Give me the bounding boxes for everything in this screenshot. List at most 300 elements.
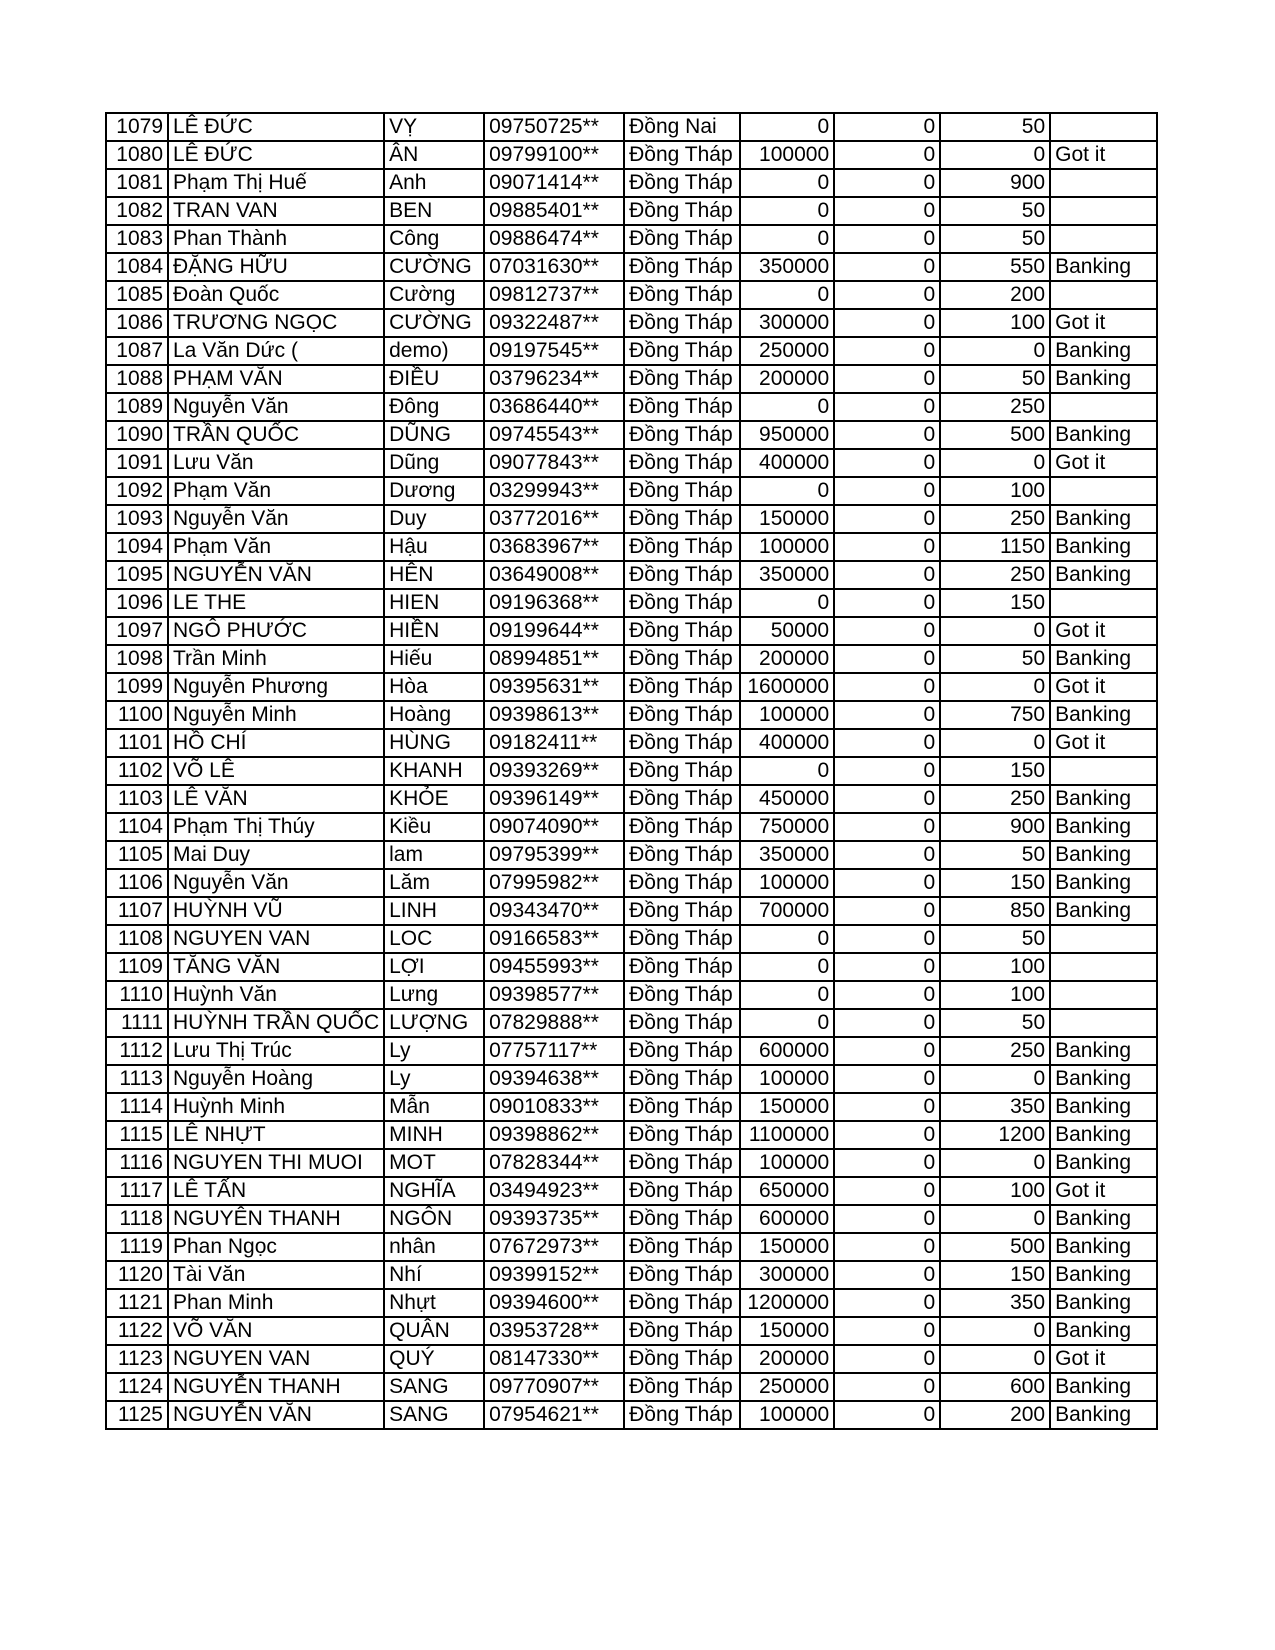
cell-zero: 0 [834,1205,940,1233]
cell-zero: 0 [834,1177,940,1205]
cell-ho-dem: PHẠM VĂN [168,365,384,393]
cell-province: Đồng Tháp [624,561,740,589]
cell-ho-dem: LÊ NHỰT [168,1121,384,1149]
cell-amount: 600000 [740,1205,834,1233]
table-row [106,393,1157,421]
cell-points: 100 [940,953,1050,981]
cell-zero: 0 [834,533,940,561]
cell-id: 1122 [106,1317,168,1345]
cell-amount: 0 [740,225,834,253]
table-row [106,561,1157,589]
cell-id: 1099 [106,673,168,701]
cell-amount: 750000 [740,813,834,841]
cell-phone: 09197545** [484,337,624,365]
cell-phone: 09398577** [484,981,624,1009]
cell-ten: VỴ [384,113,484,141]
cell-ho-dem: Nguyễn Văn [168,393,384,421]
table-row [106,589,1157,617]
cell-points: 150 [940,589,1050,617]
cell-id: 1083 [106,225,168,253]
cell-ten: Hòa [384,673,484,701]
cell-amount: 300000 [740,1261,834,1289]
cell-method: Banking [1050,1121,1157,1149]
cell-id: 1118 [106,1205,168,1233]
cell-province: Đồng Tháp [624,673,740,701]
cell-phone: 07031630** [484,253,624,281]
cell-ten: DŨNG [384,421,484,449]
cell-province: Đồng Tháp [624,281,740,309]
cell-ten: lam [384,841,484,869]
cell-province: Đồng Tháp [624,449,740,477]
cell-id: 1100 [106,701,168,729]
cell-province: Đồng Tháp [624,1037,740,1065]
cell-id: 1096 [106,589,168,617]
cell-method: Banking [1050,785,1157,813]
cell-zero: 0 [834,1037,940,1065]
cell-method: Banking [1050,869,1157,897]
table-row [106,1289,1157,1317]
cell-amount: 0 [740,1009,834,1037]
cell-amount: 400000 [740,449,834,477]
table-row [106,785,1157,813]
cell-ten: BEN [384,197,484,225]
cell-ten: Anh [384,169,484,197]
cell-amount: 700000 [740,897,834,925]
table-row [106,953,1157,981]
cell-id: 1114 [106,1093,168,1121]
table-row [106,225,1157,253]
cell-points: 0 [940,617,1050,645]
cell-ten: Mẫn [384,1093,484,1121]
cell-method: Banking [1050,1149,1157,1177]
cell-province: Đồng Tháp [624,1289,740,1317]
table-row [106,1345,1157,1373]
cell-province: Đồng Tháp [624,1233,740,1261]
cell-ho-dem: Nguyễn Phương [168,673,384,701]
cell-method: Got it [1050,617,1157,645]
cell-ho-dem: Phan Ngọc [168,1233,384,1261]
cell-method [1050,589,1157,617]
cell-province: Đồng Tháp [624,225,740,253]
cell-phone: 09750725** [484,113,624,141]
cell-zero: 0 [834,197,940,225]
cell-zero: 0 [834,393,940,421]
cell-ho-dem: TRƯƠNG NGỌC [168,309,384,337]
cell-id: 1089 [106,393,168,421]
cell-ho-dem: Phạm Thị Huế [168,169,384,197]
cell-ten: ĐIỀU [384,365,484,393]
cell-method: Banking [1050,253,1157,281]
cell-province: Đồng Tháp [624,1093,740,1121]
cell-points: 0 [940,1345,1050,1373]
cell-points: 0 [940,1149,1050,1177]
cell-id: 1093 [106,505,168,533]
cell-zero: 0 [834,1233,940,1261]
cell-ten: QUÂN [384,1317,484,1345]
cell-province: Đồng Tháp [624,1373,740,1401]
cell-zero: 0 [834,253,940,281]
table-row [106,197,1157,225]
cell-points: 0 [940,1205,1050,1233]
cell-ten: CƯỜNG [384,309,484,337]
cell-amount: 100000 [740,533,834,561]
cell-method: Banking [1050,1401,1157,1429]
cell-ho-dem: LÊ VĂN [168,785,384,813]
cell-ho-dem: Phạm Văn [168,477,384,505]
cell-phone: 09393735** [484,1205,624,1233]
cell-amount: 200000 [740,1345,834,1373]
cell-province: Đồng Tháp [624,505,740,533]
cell-id: 1080 [106,141,168,169]
cell-zero: 0 [834,281,940,309]
cell-zero: 0 [834,1317,940,1345]
cell-id: 1113 [106,1065,168,1093]
cell-ho-dem: HỒ CHÍ [168,729,384,757]
cell-id: 1116 [106,1149,168,1177]
cell-amount: 150000 [740,1233,834,1261]
cell-zero: 0 [834,1289,940,1317]
cell-ten: LỢI [384,953,484,981]
cell-ten: MINH [384,1121,484,1149]
cell-zero: 0 [834,981,940,1009]
cell-method: Got it [1050,1345,1157,1373]
cell-zero: 0 [834,869,940,897]
table-row [106,421,1157,449]
cell-points: 900 [940,169,1050,197]
cell-ten: NGHĨA [384,1177,484,1205]
cell-points: 100 [940,309,1050,337]
cell-province: Đồng Tháp [624,1149,740,1177]
table-row [106,533,1157,561]
cell-method: Got it [1050,141,1157,169]
cell-province: Đồng Tháp [624,421,740,449]
cell-points: 0 [940,141,1050,169]
cell-id: 1104 [106,813,168,841]
cell-ho-dem: LÊ TẤN [168,1177,384,1205]
cell-zero: 0 [834,897,940,925]
table-row [106,281,1157,309]
cell-ten: LINH [384,897,484,925]
cell-id: 1108 [106,925,168,953]
cell-id: 1087 [106,337,168,365]
cell-ten: Hiếu [384,645,484,673]
cell-ten: Lưng [384,981,484,1009]
cell-amount: 0 [740,925,834,953]
table-row [106,869,1157,897]
cell-ten: Hậu [384,533,484,561]
cell-ten: MOT [384,1149,484,1177]
cell-phone: 03686440** [484,393,624,421]
cell-id: 1109 [106,953,168,981]
cell-method: Banking [1050,533,1157,561]
cell-province: Đồng Tháp [624,337,740,365]
table-body [106,113,1157,1429]
cell-amount: 650000 [740,1177,834,1205]
cell-province: Đồng Tháp [624,953,740,981]
cell-phone: 09799100** [484,141,624,169]
cell-ho-dem: NGUYÊN THANH [168,1205,384,1233]
table-row [106,1401,1157,1429]
cell-province: Đồng Tháp [624,1205,740,1233]
cell-phone: 09885401** [484,197,624,225]
cell-phone: 07828344** [484,1149,624,1177]
table-row [106,645,1157,673]
cell-ten: nhân [384,1233,484,1261]
cell-amount: 150000 [740,1317,834,1345]
cell-phone: 09074090** [484,813,624,841]
table-row [106,141,1157,169]
cell-id: 1094 [106,533,168,561]
cell-method: Banking [1050,1317,1157,1345]
cell-province: Đồng Tháp [624,393,740,421]
cell-zero: 0 [834,1373,940,1401]
cell-phone: 09166583** [484,925,624,953]
cell-points: 150 [940,757,1050,785]
table-row [106,813,1157,841]
cell-id: 1091 [106,449,168,477]
cell-method: Banking [1050,1065,1157,1093]
cell-method: Banking [1050,1037,1157,1065]
cell-ho-dem: LE THE [168,589,384,617]
cell-zero: 0 [834,953,940,981]
cell-phone: 03772016** [484,505,624,533]
cell-amount: 200000 [740,645,834,673]
cell-method: Got it [1050,449,1157,477]
cell-ten: Ly [384,1037,484,1065]
cell-method [1050,393,1157,421]
cell-ho-dem: Phạm Văn [168,533,384,561]
cell-id: 1120 [106,1261,168,1289]
cell-method [1050,225,1157,253]
table-row [106,757,1157,785]
cell-method: Banking [1050,1261,1157,1289]
cell-phone: 07757117** [484,1037,624,1065]
cell-zero: 0 [834,477,940,505]
cell-province: Đồng Tháp [624,141,740,169]
cell-ho-dem: Lưu Văn [168,449,384,477]
cell-ho-dem: Trần Minh [168,645,384,673]
cell-phone: 09398862** [484,1121,624,1149]
cell-points: 350 [940,1093,1050,1121]
cell-ho-dem: LÊ ĐỨC [168,141,384,169]
cell-amount: 100000 [740,869,834,897]
cell-id: 1081 [106,169,168,197]
cell-province: Đồng Tháp [624,309,740,337]
cell-method [1050,113,1157,141]
cell-points: 50 [940,925,1050,953]
table-row [106,1121,1157,1149]
cell-id: 1121 [106,1289,168,1317]
cell-ten: Cường [384,281,484,309]
cell-ten: Dũng [384,449,484,477]
cell-ho-dem: NGUYEN VAN [168,925,384,953]
table-row [106,1261,1157,1289]
cell-ten: HIỀN [384,617,484,645]
cell-points: 200 [940,1401,1050,1429]
cell-phone: 03299943** [484,477,624,505]
table-row [106,337,1157,365]
cell-id: 1117 [106,1177,168,1205]
cell-zero: 0 [834,757,940,785]
cell-phone: 09795399** [484,841,624,869]
cell-points: 250 [940,1037,1050,1065]
cell-method [1050,757,1157,785]
cell-zero: 0 [834,785,940,813]
cell-method: Banking [1050,1205,1157,1233]
cell-phone: 08147330** [484,1345,624,1373]
cell-points: 100 [940,981,1050,1009]
cell-method: Banking [1050,897,1157,925]
cell-method: Banking [1050,1093,1157,1121]
cell-amount: 0 [740,197,834,225]
cell-zero: 0 [834,701,940,729]
cell-method [1050,197,1157,225]
table-row [106,1093,1157,1121]
cell-province: Đồng Tháp [624,617,740,645]
table-row [106,1177,1157,1205]
table-row [106,1373,1157,1401]
cell-ho-dem: Nguyễn Văn [168,505,384,533]
cell-ho-dem: Nguyễn Văn [168,869,384,897]
data-table [105,112,1158,1430]
cell-zero: 0 [834,337,940,365]
cell-ho-dem: NGUYỄN VĂN [168,561,384,589]
cell-zero: 0 [834,1093,940,1121]
cell-ten: Dương [384,477,484,505]
cell-method [1050,169,1157,197]
cell-ten: Nhựt [384,1289,484,1317]
cell-amount: 350000 [740,253,834,281]
cell-phone: 09010833** [484,1093,624,1121]
cell-id: 1123 [106,1345,168,1373]
cell-zero: 0 [834,589,940,617]
cell-id: 1125 [106,1401,168,1429]
cell-province: Đồng Tháp [624,841,740,869]
cell-ten: SANG [384,1373,484,1401]
cell-points: 350 [940,1289,1050,1317]
table-row [106,897,1157,925]
cell-ho-dem: NGÔ PHƯỚC [168,617,384,645]
cell-phone: 07995982** [484,869,624,897]
cell-points: 50 [940,113,1050,141]
cell-id: 1085 [106,281,168,309]
cell-zero: 0 [834,1401,940,1429]
cell-province: Đồng Tháp [624,729,740,757]
cell-zero: 0 [834,365,940,393]
cell-id: 1115 [106,1121,168,1149]
table-row [106,477,1157,505]
cell-province: Đồng Tháp [624,785,740,813]
cell-zero: 0 [834,1345,940,1373]
cell-method: Banking [1050,841,1157,869]
cell-id: 1092 [106,477,168,505]
cell-ten: KHỎE [384,785,484,813]
table-row [106,981,1157,1009]
cell-ten: Đông [384,393,484,421]
cell-amount: 0 [740,953,834,981]
cell-province: Đồng Tháp [624,925,740,953]
cell-province: Đồng Tháp [624,197,740,225]
cell-zero: 0 [834,1065,940,1093]
cell-points: 100 [940,1177,1050,1205]
cell-province: Đồng Tháp [624,1177,740,1205]
cell-points: 50 [940,645,1050,673]
cell-ho-dem: Đoàn Quốc [168,281,384,309]
cell-province: Đồng Tháp [624,169,740,197]
cell-points: 0 [940,673,1050,701]
cell-method [1050,281,1157,309]
cell-amount: 0 [740,169,834,197]
cell-id: 1090 [106,421,168,449]
cell-method: Banking [1050,365,1157,393]
cell-amount: 0 [740,393,834,421]
cell-ten: HIEN [384,589,484,617]
cell-zero: 0 [834,113,940,141]
cell-zero: 0 [834,813,940,841]
cell-ho-dem: VÕ VĂN [168,1317,384,1345]
cell-province: Đồng Tháp [624,981,740,1009]
cell-id: 1079 [106,113,168,141]
cell-amount: 0 [740,477,834,505]
cell-phone: 03683967** [484,533,624,561]
cell-zero: 0 [834,617,940,645]
cell-zero: 0 [834,169,940,197]
cell-method [1050,981,1157,1009]
table-row [106,1009,1157,1037]
cell-amount: 150000 [740,505,834,533]
cell-points: 1150 [940,533,1050,561]
cell-ten: Ly [384,1065,484,1093]
cell-ten: Lăm [384,869,484,897]
cell-ho-dem: ĐẶNG HỮU [168,253,384,281]
cell-province: Đồng Tháp [624,1065,740,1093]
cell-ten: HÙNG [384,729,484,757]
cell-ho-dem: Phan Thành [168,225,384,253]
cell-amount: 0 [740,981,834,1009]
cell-id: 1111 [106,1009,168,1037]
cell-method: Banking [1050,701,1157,729]
cell-amount: 100000 [740,141,834,169]
cell-id: 1101 [106,729,168,757]
cell-ten: Công [384,225,484,253]
cell-province: Đồng Tháp [624,1121,740,1149]
cell-phone: 09322487** [484,309,624,337]
cell-points: 500 [940,421,1050,449]
cell-method: Banking [1050,421,1157,449]
cell-method: Got it [1050,673,1157,701]
cell-province: Đồng Tháp [624,757,740,785]
cell-amount: 150000 [740,1093,834,1121]
table-row [106,1317,1157,1345]
cell-phone: 09394600** [484,1289,624,1317]
cell-phone: 09077843** [484,449,624,477]
cell-zero: 0 [834,841,940,869]
cell-amount: 0 [740,589,834,617]
cell-points: 150 [940,869,1050,897]
cell-ho-dem: TRAN VAN [168,197,384,225]
cell-province: Đồng Tháp [624,645,740,673]
cell-method [1050,1009,1157,1037]
cell-amount: 50000 [740,617,834,645]
cell-phone: 09399152** [484,1261,624,1289]
cell-zero: 0 [834,729,940,757]
cell-phone: 09770907** [484,1373,624,1401]
cell-ten: LƯỢNG [384,1009,484,1037]
cell-zero: 0 [834,1121,940,1149]
cell-phone: 09396149** [484,785,624,813]
cell-amount: 950000 [740,421,834,449]
cell-ten: SANG [384,1401,484,1429]
